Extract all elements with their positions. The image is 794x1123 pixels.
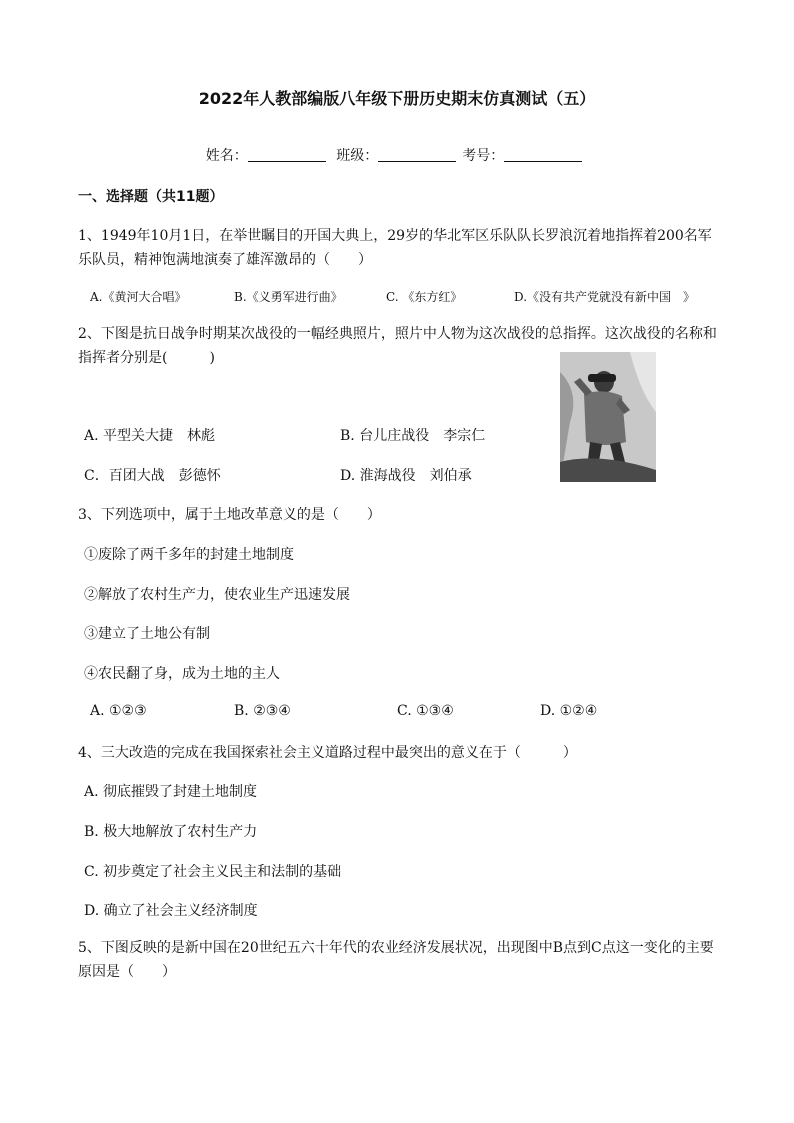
class-label: 班级： — [336, 148, 379, 164]
q2-option-a[interactable]: A. 平型关大捷 林彪 — [84, 428, 216, 444]
q1-option-c[interactable]: C. 《东方红》 — [386, 290, 463, 304]
q3-item-3: ③建立了土地公有制 — [84, 626, 210, 642]
q1-option-a[interactable]: A.《黄河大合唱》 — [90, 290, 187, 304]
q4-option-b[interactable]: B. 极大地解放了农村生产力 — [84, 824, 258, 840]
q4-option-c[interactable]: C. 初步奠定了社会主义民主和法制的基础 — [84, 864, 342, 880]
q3-option-b[interactable]: B. ②③④ — [234, 703, 291, 719]
section-heading: 一、选择题（共11题） — [78, 189, 224, 205]
exam-number-blank[interactable] — [504, 147, 582, 162]
q2-option-b[interactable]: B. 台儿庄战役 李宗仁 — [340, 428, 486, 444]
q3-option-c[interactable]: C. ①③④ — [397, 703, 454, 719]
q4-option-d[interactable]: D. 确立了社会主义经济制度 — [84, 903, 258, 919]
battle-commander-photo — [560, 352, 656, 482]
q4-option-a[interactable]: A. 彻底摧毁了封建土地制度 — [84, 784, 258, 800]
question-2-stem: 2、下图是抗日战争时期某次战役的一幅经典照片，照片中人物为这次战役的总指挥。这次战役的名称和指挥者分别是( ) — [78, 326, 717, 366]
name-label: 姓名： — [205, 148, 248, 164]
question-1-stem: 1、1949年10月1日，在举世瞩目的开国大典上，29岁的华北军区乐队队长罗浪沉着地指挥着200名军乐队员，精神饱满地演奏了雄浑激昂的（ ） — [78, 228, 712, 268]
q2-option-d[interactable]: D. 淮海战役 刘伯承 — [340, 468, 472, 484]
q2-option-c[interactable]: C．百团大战 彭德怀 — [84, 468, 221, 484]
page-title: 2022年人教部编版八年级下册历史期末仿真测试（五） — [198, 89, 596, 108]
q3-option-a[interactable]: A. ①②③ — [90, 703, 147, 719]
photo-figure — [560, 352, 656, 482]
question-3-stem: 3、下列选项中，属于土地改革意义的是（ ） — [78, 507, 381, 523]
q3-option-d[interactable]: D. ①②④ — [540, 703, 598, 719]
question-5-stem: 5、下图反映的是新中国在20世纪五六十年代的农业经济发展状况，出现图中B点到C点这一变化的主要原因是（ ） — [78, 940, 714, 980]
q1-option-b[interactable]: B.《义勇军进行曲》 — [234, 290, 343, 304]
question-4-stem: 4、三大改造的完成在我国探索社会主义道路过程中最突出的意义在于（ ） — [78, 745, 577, 761]
name-blank[interactable] — [248, 147, 326, 162]
exam-number-label: 考号： — [462, 148, 505, 164]
student-info-line — [0, 145, 794, 165]
q3-item-1: ①废除了两千多年的封建土地制度 — [84, 547, 294, 563]
q1-option-d[interactable]: D.《没有共产党就没有新中国 》 — [514, 290, 696, 304]
class-blank[interactable] — [378, 147, 456, 162]
q3-item-4: ④农民翻了身，成为土地的主人 — [84, 666, 280, 682]
q3-item-2: ②解放了农村生产力，使农业生产迅速发展 — [84, 587, 350, 603]
